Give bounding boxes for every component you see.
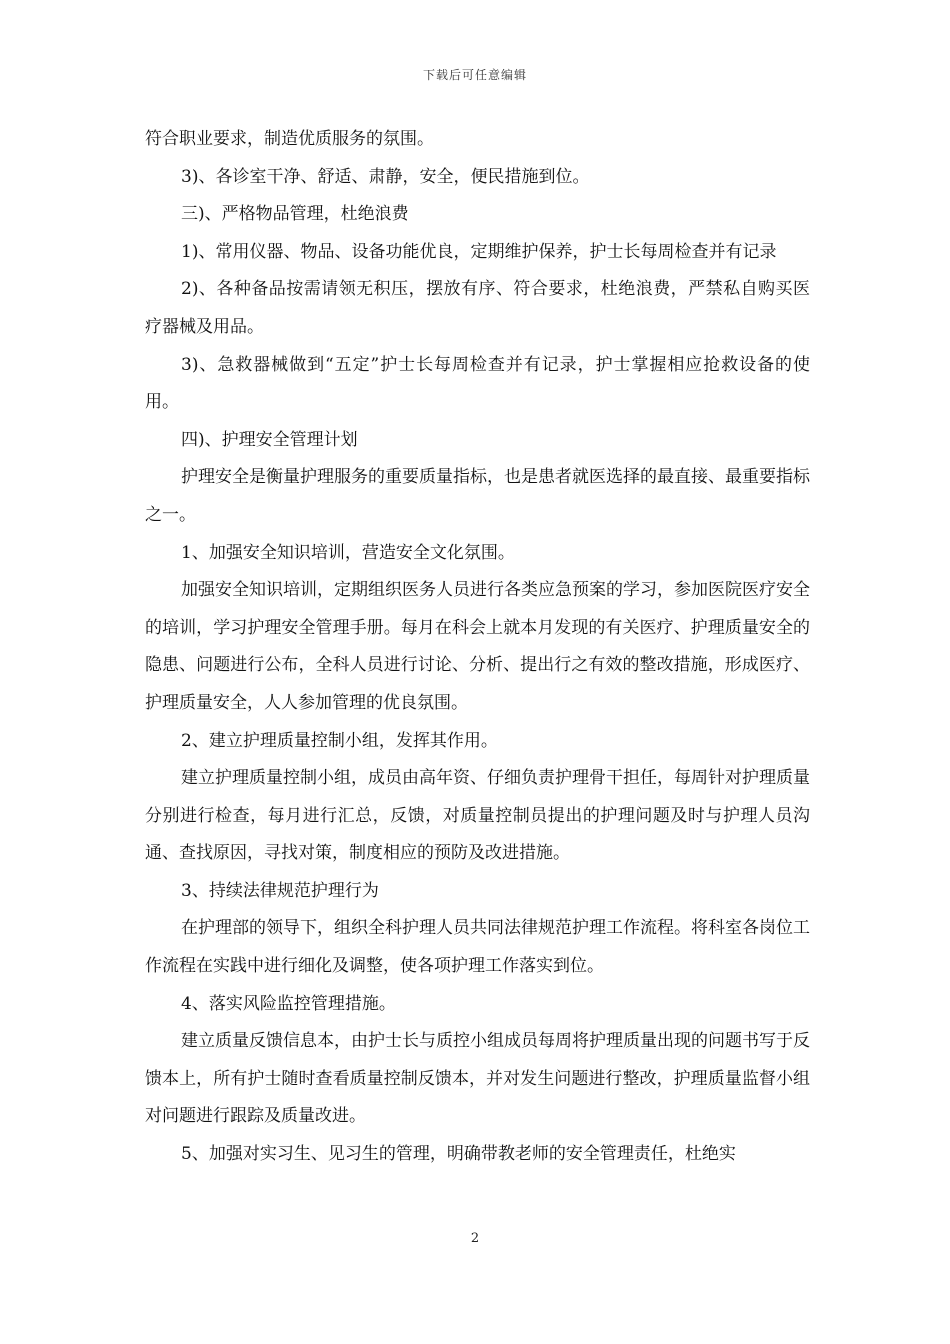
section-heading: 四)、护理安全管理计划 — [181, 429, 358, 450]
page-header: 下载后可任意编辑 — [422, 68, 527, 82]
page-number: 2 — [470, 1231, 480, 1246]
paragraph: 5、加强对实习生、见习生的管理，明确带教老师的安全管理责任，杜绝实 — [181, 1144, 736, 1165]
subsection-heading: 2、建立护理质量控制小组，发挥其作用。 — [181, 730, 498, 751]
paragraph: 1)、常用仪器、物品、设备功能优良，定期维护保养，护士长每周检查并有记录 — [181, 241, 777, 262]
subsection-heading: 3、持续法律规范护理行为 — [181, 880, 379, 901]
paragraph: 3)、各诊室干净、舒适、肃静，安全，便民措施到位。 — [181, 166, 590, 187]
section-heading: 三)、严格物品管理，杜绝浪费 — [181, 204, 409, 225]
document-body — [145, 121, 810, 1174]
paragraph: 护理安全是衡量护理服务的重要质量指标，也是患者就医选择的最直接、最重要指标之一。 — [145, 467, 810, 525]
paragraph: 建立质量反馈信息本，由护士长与质控小组成员每周将护理质量出现的问题书写于反馈本上，所有护士随时查看质量控制反馈本，并对发生问题进行整改，护理质量监督小组对问题进行跟踪及质量改进。 — [145, 1031, 810, 1127]
paragraph: 在护理部的领导下，组织全科护理人员共同法律规范护理工作流程。将科室各岗位工作流程在实践中进行细化及调整，使各项护理工作落实到位。 — [145, 918, 810, 977]
subsection-heading: 1、加强安全知识培训，营造安全文化氛围。 — [181, 542, 515, 563]
paragraph: 2)、各种备品按需请领无积压，摆放有序、符合要求，杜绝浪费，严禁私自购买医疗器械及用品。 — [145, 279, 810, 337]
paragraph: 建立护理质量控制小组，成员由高年资、仔细负责护理骨干担任，每周针对护理质量分别进行检查，每月进行汇总，反馈，对质量控制员提出的护理问题及时与护理人员沟通、查找原因，寻找对策，制度相应的预防及改进措施。 — [145, 768, 810, 864]
paragraph: 加强安全知识培训，定期组织医务人员进行各类应急预案的学习，参加医院医疗安全的培训，学习护理安全管理手册。每月在科会上就本月发现的有关医疗、护理质量安全的隐患、问题进行公布，全科人员进行讨论、分析、提出行之有效的整改措施，形成医疗、护理质量安全，人人参加管理的优良氛围。 — [145, 580, 810, 713]
subsection-heading: 4、落实风险监控管理措施。 — [181, 993, 396, 1014]
paragraph: 3)、急救器械做到“五定”护士长每周检查并有记录，护士掌握相应抢救设备的使用。 — [145, 354, 810, 413]
paragraph: 符合职业要求，制造优质服务的氛围。 — [145, 129, 434, 149]
